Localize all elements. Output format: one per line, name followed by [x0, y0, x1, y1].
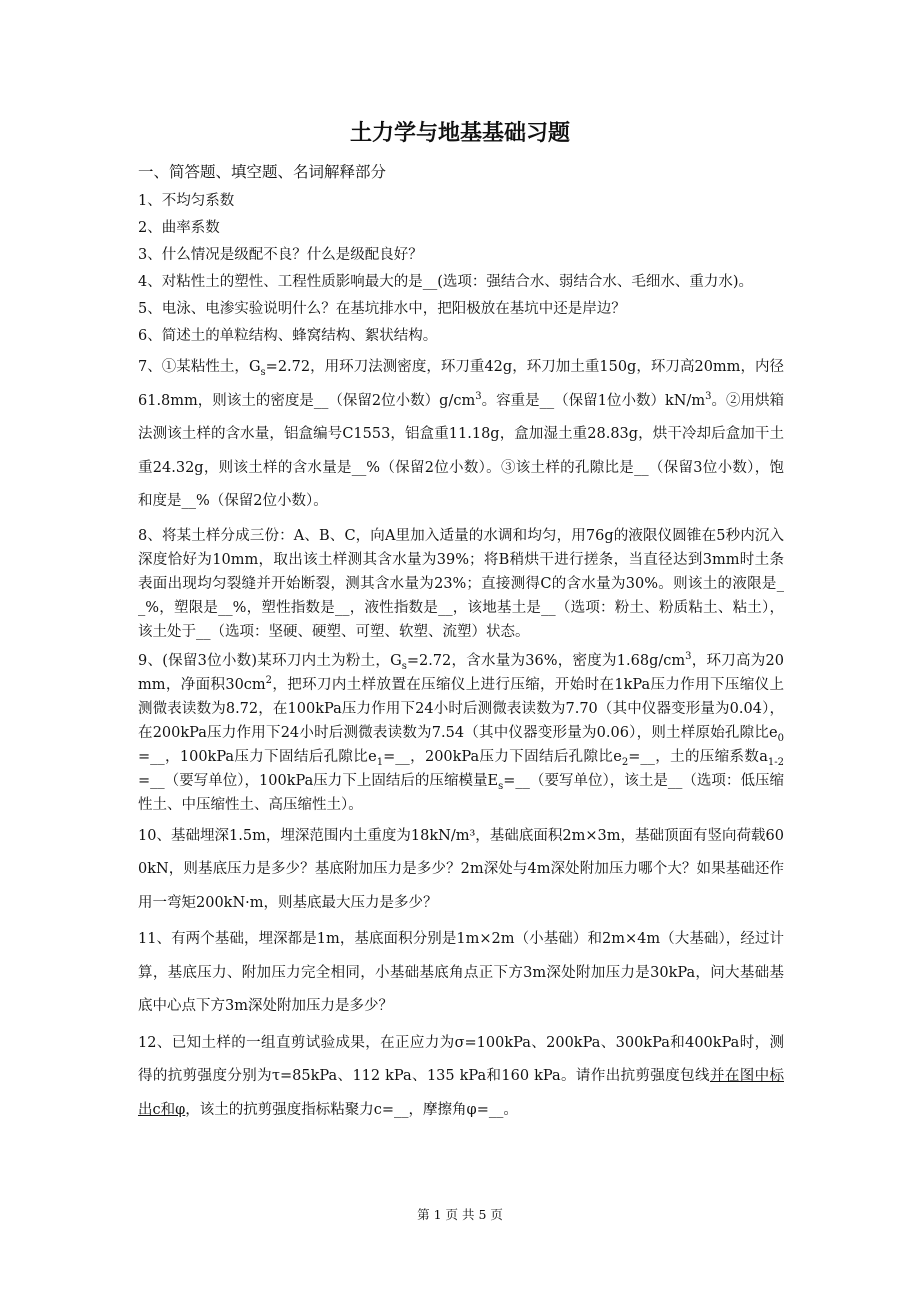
question-8: 8、将某土样分成三份：A、B、C，向A里加入适量的水调和均匀，用76g的液限仪圆锥在5秒内沉入深度恰好为10mm，取出该土样测其含水量为39%；将B稍烘干进行搓条，当直径达到3mm时土条表面出现均匀裂缝并开始断裂，测其含水量为23%；直接测得C的含水量为30%。则该土的液限是__%，塑限是__%，塑性指数是__，液性指数是__，该地基土是__（选项：粉土、粉质粘土、粘土），该土处于__（选项：坚硬、硬塑、可塑、软塑、流塑）状态。	[138, 527, 784, 640]
q7-text-b: =2.72，用环刀法测密度，环刀重42g，环刀加土重150g，环刀高20mm，内径61.8mm，则该土的密度是__（保留2位小数）g/cm	[138, 359, 784, 409]
question-4: 4、对粘性土的塑性、工程性质影响最大的是__(选项：强结合水、弱结合水、毛细水、重力水)。	[138, 274, 754, 290]
q9-text-i: =__（要写单位），该土是__（选项：低压缩性土、中压缩性土、高压缩性土）。	[138, 772, 784, 813]
q12-text-b: ，该土的抗剪强度指标粘聚力c=__，摩擦角φ=__。	[185, 1101, 518, 1118]
question-1: 1、不均匀系数	[138, 193, 235, 209]
question-6: 6、简述土的单粒结构、蜂窝结构、絮状结构。	[138, 328, 438, 344]
q12-underlined-text: 并在图中标出c和φ	[138, 1068, 784, 1118]
q12-text-a: 12、已知土样的一组直剪试验成果，在正应力为σ=100kPa、200kPa、300kPa和400kPa时，测得的抗剪强度分别为τ=85kPa、112 kPa、135 kPa和160 kPa。请作出抗剪强度包线	[138, 1034, 784, 1084]
q9-text-d: ，把环刀内土样放置在压缩仪上进行压缩，开始时在1kPa压力作用下压缩仪上测微表读数为8.72，在100kPa压力作用下24小时后测微表读数为7.70（其中仪器变形量为0.04），在200kPa压力作用下24小时后测微表读数为7.54（其中仪器变形量为0.06），则土样原始孔隙比e	[138, 676, 784, 741]
q9-sub-s: s	[401, 660, 407, 672]
q7-text-d: 。②用烘箱法测该土样的含水量，铝盒编号C1553，铝盒重11.18g，盒加湿土重28.83g，烘干冷却后盒加干土重24.32g，则该土样的含水量是__%（保留2位小数）。③该土样的孔隙比是__（保留3位小数），饱和度是__%（保留2位小数）。	[138, 392, 785, 509]
q9-text-f: =__，200kPa压力下固结后孔隙比e	[383, 748, 622, 765]
page-footer: 第 1 页 共 5 页	[417, 1207, 503, 1222]
q9-sub-1-2: 1-2	[767, 756, 784, 768]
question-9	[138, 649, 784, 817]
question-5: 5、电泳、电渗实验说明什么？在基坑排水中，把阳极放在基坑中还是岸边？	[138, 301, 626, 317]
section-heading: 一、简答题、填空题、名词解释部分	[138, 163, 387, 181]
q9-text-e: =__，100kPa压力下固结后孔隙比e	[138, 748, 377, 765]
q7-sup-3b: 3	[705, 390, 712, 402]
question-11: 11、有两个基础，埋深都是1m，基底面积分别是1m×2m（小基础）和2m×4m（大基础），经过计算，基底压力、附加压力完全相同，小基础基底角点正下方3m深处附加压力是30kPa，问大基础基底中心点下方3m深处附加压力是多少？	[138, 931, 784, 1014]
document-body	[138, 158, 784, 1127]
q9-text-c: ，环刀高为20mm，净面积30cm	[138, 652, 784, 693]
document-title: 土力学与地基基础习题	[349, 121, 570, 146]
question-12	[138, 1027, 784, 1128]
question-2: 2、曲率系数	[138, 220, 220, 236]
q9-sub-0: 0	[777, 732, 784, 744]
q9-text-h: =__（要写单位），100kPa压力下上固结后的压缩模量E	[138, 772, 499, 789]
q7-sup-3a: 3	[475, 390, 482, 402]
question-7	[138, 351, 784, 519]
q9-sub-es: s	[498, 780, 504, 792]
question-3: 3、什么情况是级配不良？什么是级配良好？	[138, 247, 423, 263]
q7-sub-s: s	[260, 366, 266, 378]
q7-text-c: 。容重是__（保留1位小数）kN/m	[481, 392, 706, 409]
q9-sup-2: 2	[265, 674, 273, 686]
q9-text-a: 9、(保留3位小数)某环刀内土为粉土，G	[138, 652, 402, 669]
q9-text-g: =__，土的压缩系数a	[628, 748, 768, 765]
q7-text-a: 7、①某粘性土，G	[138, 359, 261, 375]
q9-sup-3: 3	[685, 650, 692, 662]
q9-text-b: =2.72，含水量为36%，密度为1.68g/cm	[406, 652, 686, 669]
question-10: 10、基础埋深1.5m，埋深范围内土重度为18kN/m³，基础底面积2m×3m，基础顶面有竖向荷载600kN，则基底压力是多少？基底附加压力是多少？2m深处与4m深处附加压力哪个大？如果基础还作用一弯矩200kN·m，则基底最大压力是多少？	[138, 827, 784, 911]
q9-sub-1: 1	[376, 756, 384, 768]
q9-sub-2: 2	[621, 756, 629, 768]
